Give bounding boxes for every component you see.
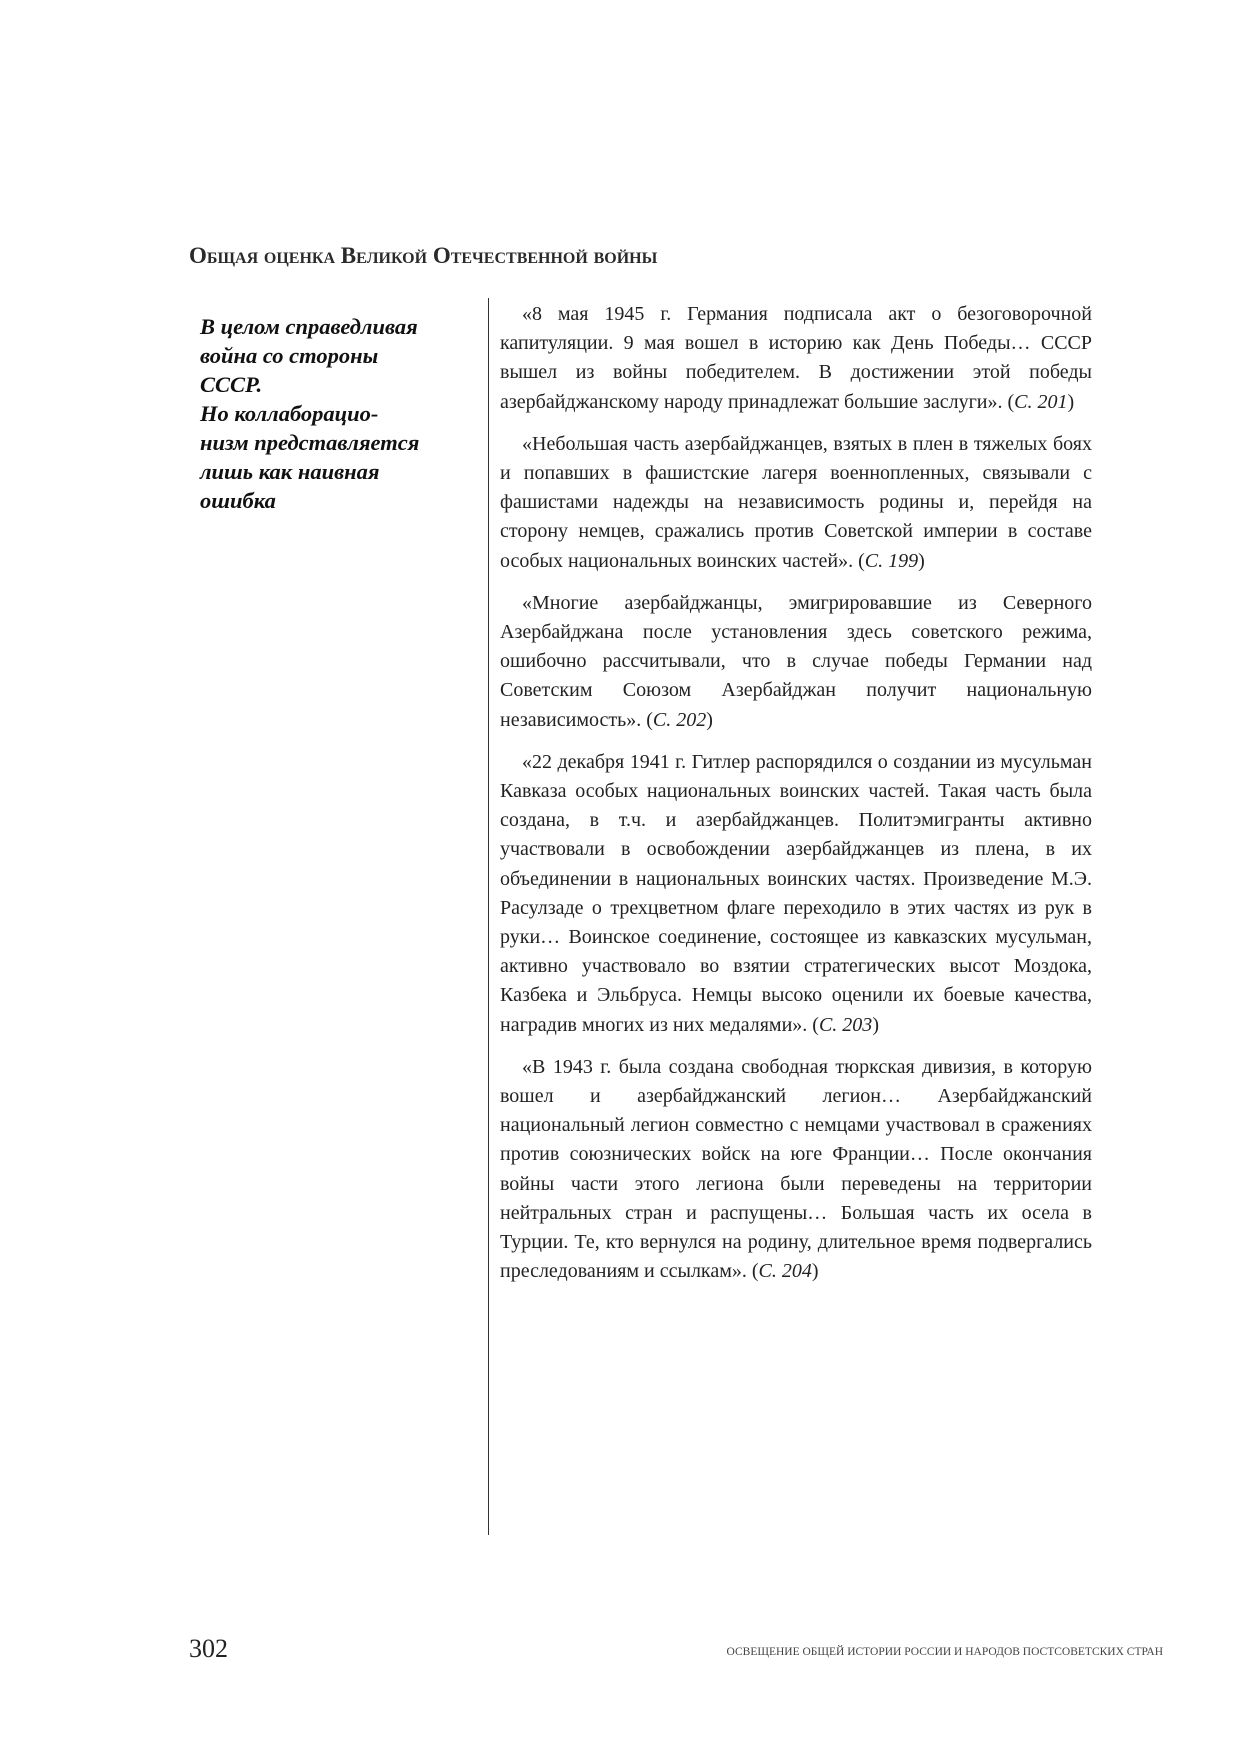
column-divider — [488, 298, 489, 1535]
page-citation: С. 203 — [818, 1013, 873, 1036]
quote-text: «22 декабря 1941 г. Гитлер распорядился о создании из мусульман Кавказа особых национальных воинских частей. Такая часть была создана, в т.ч. и азербайджанцев. Политэмигранты активно участвовали в освобождении азербайджанцев из плена, в их объединении в национальных воинских частях. Произведение М.Э. Расулзаде о трехцветном флаге переходило в этих частях из рук в руки… Воинское соединение, состоящее из кавказских мусульман, активно участвовало во взятии стратегических высот Моздока, Казбека и Эльбруса. Немцы высоко оценили их боевые качества, наградив многих из них медалями». ( — [500, 750, 1092, 1036]
quotes-column — [500, 300, 1092, 1300]
summary-line: СССР. — [200, 372, 263, 397]
quote-paragraph — [500, 589, 1092, 735]
quote-paragraph — [500, 430, 1092, 576]
quote-paragraph — [500, 1053, 1092, 1287]
page-citation: С. 199 — [864, 549, 919, 572]
summary-line: лишь как наивная — [200, 459, 380, 484]
page-citation: С. 204 — [758, 1260, 812, 1283]
quote-text: «Небольшая часть азербайджанцев, взятых в плен в тяжелых боях и попавших в фашистские лагеря военнопленных, связывали с фашистами надежды на независимость родины и, перейдя на сторону немцев, сражались против Советской империи в составе особых национальных воинских частей». ( — [500, 432, 1092, 572]
citation-close: ) — [872, 1013, 879, 1036]
citation-close: ) — [706, 708, 713, 731]
summary-line: война со стороны — [200, 343, 379, 368]
page-citation: С. 202 — [652, 708, 707, 731]
summary-line: В целом справедливая — [200, 314, 418, 339]
quote-text: «8 мая 1945 г. Германия подписала акт о безоговорочной капитуляции. 9 мая вошел в историю как День Победы… СССР вышел из войны победителем. В достижении этой победы азербайджанскому народу принадлежат большие заслуги». ( — [500, 303, 1092, 413]
quote-text: «Многие азербайджанцы, эмигрировавшие из Северного Азербайджана после установления здесь советского режима, ошибочно рассчитывали, что в случае победы Германии над Советским Союзом Азербайджан получит национальную независимость». ( — [500, 591, 1092, 731]
summary-line: ошибка — [200, 488, 276, 513]
citation-close: ) — [918, 549, 925, 572]
summary-line: Но коллаборацио- — [200, 401, 379, 426]
page-number: 302 — [189, 1634, 228, 1663]
quote-paragraph — [500, 748, 1092, 1040]
citation-close: ) — [1067, 390, 1075, 413]
running-title: ОСВЕЩЕНИЕ ОБЩЕЙ ИСТОРИИ РОССИИ И НАРОДОВ ПОСТСОВЕТСКИХ СТРАН — [726, 1646, 1163, 1658]
summary-line: низм представляется — [200, 430, 420, 455]
quote-text: «В 1943 г. была создана свободная тюркская дивизия, в которую вошел и азербайджанский легион… Азербайджанский национальный легион совместно с немцами участвовал в сражениях против союзнических войск на юге Франции… После окончания войны части этого легиона были переведены на территории нейтральных стран и распущены… Большая часть их осела в Турции. Те, кто вернулся на родину, длительное время подвергались преследованиям и ссылкам». ( — [500, 1055, 1092, 1283]
citation-close: ) — [811, 1260, 819, 1283]
quote-paragraph — [500, 300, 1092, 417]
page-citation: С. 201 — [1014, 390, 1068, 413]
section-heading: Общая оценка Великой Отечественной войны — [189, 243, 658, 268]
sidebar-summary — [200, 312, 480, 515]
